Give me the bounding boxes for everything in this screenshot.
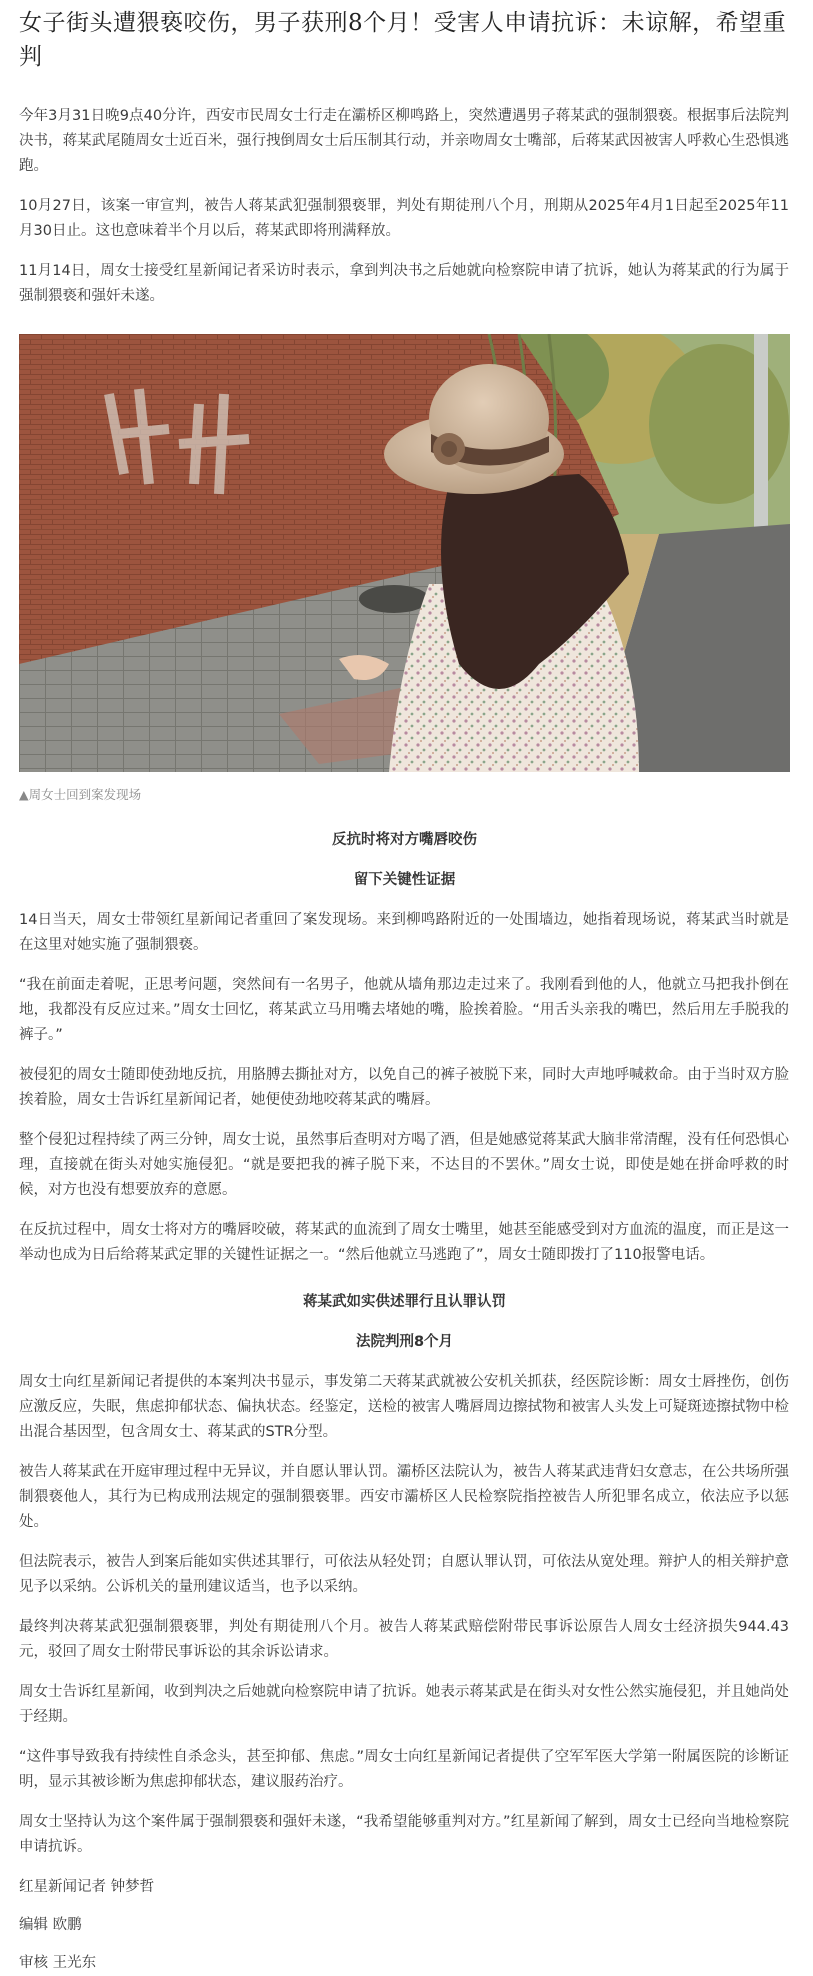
body-paragraph: 周女士告诉红星新闻，收到判决之后她就向检察院申请了抗诉。她表示蒋某武是在街头对女性公然实施侵犯，并且她尚处于经期。 bbox=[19, 1684, 789, 1725]
section-heading-line: 反抗时将对方嘴唇咬伤 bbox=[332, 832, 477, 848]
body-paragraph: 14日当天，周女士带领红星新闻记者重回了案发现场。来到柳鸣路附近的一处围墙边，她指着现场说，蒋某武当时就是在这里对她实施了强制猥亵。 bbox=[19, 912, 789, 953]
reporter-credit: 红星新闻记者 钟梦哲 bbox=[19, 1879, 155, 1895]
section-heading-line: 蒋某武如实供述罪行且认罪认罚 bbox=[303, 1294, 506, 1310]
intro-paragraph: 11月14日，周女士接受红星新闻记者采访时表示，拿到判决书之后她就向检察院申请了抗诉，她认为蒋某武的行为属于强制猥亵和强奸未遂。 bbox=[19, 263, 789, 304]
body-paragraph: 整个侵犯过程持续了两三分钟，周女士说，虽然事后查明对方喝了酒，但是她感觉蒋某武大脑非常清醒，没有任何恐惧心理，直接就在街头对她实施侵犯。“就是要把我的裤子脱下来，不达目的不罢休。”周女士说，即使是她在拼命呼救的时候，对方也没有想要放弃的意愿。 bbox=[19, 1132, 789, 1198]
body-paragraph: 最终判决蒋某武犯强制猥亵罪，判处有期徒刑八个月。被告人蒋某武赔偿附带民事诉讼原告人周女士经济损失944.43元，驳回了周女士附带民事诉讼的其余诉讼请求。 bbox=[19, 1619, 789, 1660]
body-paragraph: “这件事导致我有持续性自杀念头，甚至抑郁、焦虑。”周女士向红星新闻记者提供了空军军医大学第一附属医院的诊断证明，显示其被诊断为焦虑抑郁状态，建议服药治疗。 bbox=[19, 1749, 789, 1790]
section-heading-2 bbox=[19, 1290, 813, 1354]
section-heading-1 bbox=[19, 828, 813, 892]
body-paragraph: 被侵犯的周女士随即使劲地反抗，用胳膊去撕扯对方，以免自己的裤子被脱下来，同时大声地呼喊救命。由于当时双方脸挨着脸，周女士告诉红星新闻记者，她便使劲地咬蒋某武的嘴唇。 bbox=[19, 1067, 789, 1108]
body-paragraph: 被告人蒋某武在开庭审理过程中无异议，并自愿认罪认罚。灞桥区法院认为，被告人蒋某武违背妇女意志，在公共场所强制猥亵他人，其行为已构成刑法规定的强制猥亵罪。西安市灞桥区人民检察院指控被告人所犯罪名成立，依法应予以惩处。 bbox=[19, 1464, 789, 1530]
article-title: 女子街头遭猥亵咬伤，男子获刑8个月！受害人申请抗诉：未谅解，希望重判 bbox=[19, 10, 787, 70]
photo-caption: ▲周女士回到案发现场 bbox=[19, 787, 142, 802]
section-heading-line: 留下关键性证据 bbox=[353, 872, 456, 888]
section-heading-line: 法院判刑8个月 bbox=[355, 1334, 454, 1350]
body-paragraph: 周女士向红星新闻记者提供的本案判决书显示，事发第二天蒋某武就被公安机关抓获，经医院诊断：周女士唇挫伤，创伤应激反应，失眠，焦虑抑郁状态、偏执状态。经鉴定，送检的被害人嘴唇周边擦拭物和被害人头发上可疑斑迹擦拭物中检出混合基因型，包含周女士、蒋某武的STR分型。 bbox=[19, 1374, 789, 1440]
article-credits bbox=[19, 1875, 813, 1976]
body-paragraph: “我在前面走着呢，正思考问题，突然间有一名男子，他就从墙角那边走过来了。我刚看到他的人，他就立马把我扑倒在地，我都没有反应过来。”周女士回忆，蒋某武立马用嘴去堵她的嘴，脸挨着脸。“用舌头亲我的嘴巴，然后用左手脱我的裤子。” bbox=[19, 977, 789, 1043]
article-photo bbox=[19, 334, 790, 772]
intro-paragraph: 10月27日，该案一审宣判，被告人蒋某武犯强制猥亵罪，判处有期徒刑八个月，刑期从2025年4月1日起至2025年11月30日止。这也意味着半个月以后，蒋某武即将刑满释放。 bbox=[19, 198, 789, 239]
body-paragraph: 周女士坚持认为这个案件属于强制猥亵和强奸未遂，“我希望能够重判对方。”红星新闻了解到，周女士已经向当地检察院申请抗诉。 bbox=[19, 1814, 789, 1855]
body-paragraph: 但法院表示，被告人到案后能如实供述其罪行，可依法从轻处罚；自愿认罪认罚，可依法从宽处理。辩护人的相关辩护意见予以采纳。公诉机关的量刑建议适当，也予以采纳。 bbox=[19, 1554, 789, 1595]
intro-paragraph: 今年3月31日晚9点40分许，西安市民周女士行走在灞桥区柳鸣路上，突然遭遇男子蒋某武的强制猥亵。根据事后法院判决书，蒋某武尾随周女士近百米，强行拽倒周女士后压制其行动，并亲吻周女士嘴部，后蒋某武因被害人呼救心生恐惧逃跑。 bbox=[19, 108, 789, 174]
reviewer-credit: 审核 王光东 bbox=[19, 1955, 97, 1971]
editor-credit: 编辑 欧鹏 bbox=[19, 1917, 82, 1933]
body-paragraph: 在反抗过程中，周女士将对方的嘴唇咬破，蒋某武的血流到了周女士嘴里，她甚至能感受到对方血流的温度，而正是这一举动也成为日后给蒋某武定罪的关键性证据之一。“然后他就立马逃跑了”，周女士随即拨打了110报警电话。 bbox=[19, 1222, 789, 1263]
